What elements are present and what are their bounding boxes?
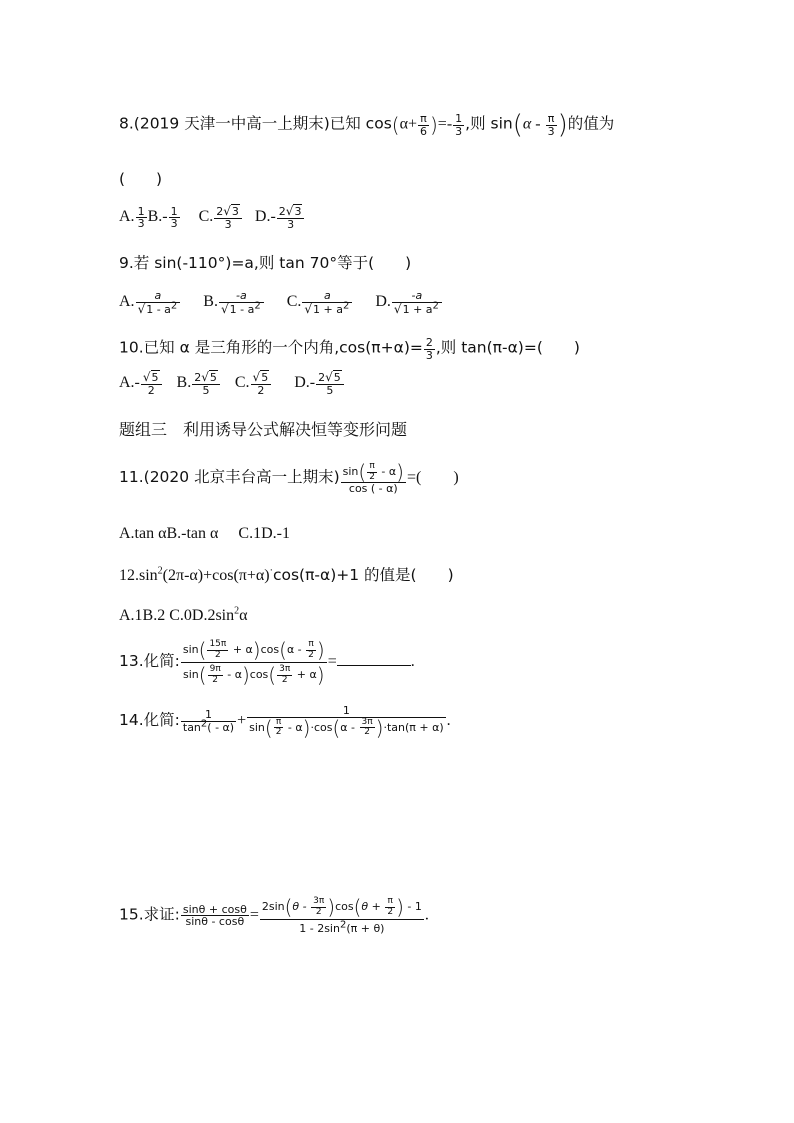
section-heading: 题组三 利用诱导公式解决恒等变形问题 (119, 420, 408, 439)
q8-options (119, 205, 305, 230)
question-13: 13.化简: sin( $\frac{15\pi}{2}$ + α)cos(α - $\frac{\pi}{2}$ ) sin( $\frac{9\pi}{2}$ - α)cos( $\frac{3\pi}{2}$ + α) = . (119, 638, 415, 687)
question-14: 14.化简: $\frac{1}{\tan^2( - \alpha)}$ + 1 sin( $\frac{\pi}{2}$ - α)·cos(α - $\frac{3\pi}{2}$ )·tan(π + α) . (119, 704, 451, 740)
question-11: 11.(2020 北京丰台高一上期末) sin( $\frac{\pi}{2}$ - α) cos ( - α) =( ) (119, 460, 459, 495)
q8-label: 8.(2019 天津一中高一上期末)已知 cos (119, 114, 392, 133)
q8-option-a[interactable]: A. $\frac{1}{3}$ (119, 204, 145, 231)
q12-options[interactable]: A.1B.2 $C.0D.2\sin^2\alpha$ (119, 605, 248, 624)
q13-fraction: sin( $\frac{15\pi}{2}$ + α)cos(α - $\frac{\pi}{2}$ ) sin( $\frac{9\pi}{2}$ - α)cos( $\frac{3\pi}{2}$ + α) (182, 638, 325, 687)
q10-option-d[interactable]: D.- $\frac{2√5}{5}$ (294, 374, 345, 391)
q10-option-b[interactable]: B. $\frac{2√5}{5}$ (177, 374, 221, 391)
question-8: 8.(2019 天津一中高一上期末)已知 cos(α+ $\frac{\pi}{6}$ )=- $\frac{1}{3}$ ,则 sin(α - $\frac{\pi}{3}$ )的值为 (119, 110, 615, 140)
q8-answer-paren: ( ) (119, 170, 163, 188)
q10-options (119, 371, 345, 396)
q15-rhs-fraction: 2sin(θ - $\frac{3\pi}{2}$ )cos(θ + $\frac{\pi}{2}$ ) - 1 $1 - 2\sin^2(\pi + \theta)$ (261, 895, 422, 935)
q10-option-c[interactable]: C. $\frac{√5}{2}$ (235, 374, 272, 391)
q8-frac-1-3: $\frac{1}{3}$ (455, 111, 463, 138)
question-10: 10.已知 α 是三角形的一个内角,cos(π+α)= $\frac{2}{3}$ ,则 tan(π-α)=( ) (119, 336, 580, 362)
q11-options[interactable]: A.tan αB.-tan α C.1D.-1 (119, 525, 290, 542)
q8-option-b[interactable]: B.- $\frac{1}{3}$ (147, 204, 178, 231)
q10-option-a[interactable]: A.- $\frac{√5}{2}$ (119, 374, 163, 391)
q11-fraction: sin( $\frac{\pi}{2}$ - α) cos ( - α) (342, 460, 404, 495)
q13-answer-blank[interactable] (337, 653, 411, 666)
q9-option-b[interactable]: B. $\frac{-a}{√1 - a^2}$ (203, 293, 264, 310)
q14-frac-1: $\frac{1}{\tan^2( - \alpha)}$ (182, 708, 235, 734)
q8-frac-pi3: $\frac{\pi}{3}$ (547, 111, 555, 138)
question-15: 15.求证: $\frac{\sin\theta + \cos\theta}{\sin\theta - \cos\theta}$ = 2sin(θ - $\frac{3\pi}{2}$ )cos(θ + $\frac{\pi}{2}$ ) - 1 $1 - 2\sin^2(\pi + \theta)$ . (119, 895, 429, 935)
q9-options (119, 290, 443, 315)
q14-frac-2: 1 sin( $\frac{\pi}{2}$ - α)·cos(α - $\frac{3\pi}{2}$ )·tan(π + α) (249, 704, 444, 740)
q9-option-a[interactable]: A. $\frac{a}{√1 - a^2}$ (119, 293, 181, 310)
question-9: 9.若 sin(-110°)=a,则 tan 70°等于( ) (119, 254, 412, 272)
q8-option-c[interactable]: C. $\frac{2√3}{3}$ (199, 208, 243, 225)
question-12: $12.\sin^2(2\pi-\alpha)+\cos(\pi+\alpha)^\cdot\cos(\pi-\alpha)+1$ 的值是( ) (119, 565, 454, 584)
q9-option-c[interactable]: C. $\frac{a}{√1 + a^2}$ (287, 293, 354, 310)
q9-option-d[interactable]: D. $\frac{-a}{√1 + a^2}$ (375, 293, 443, 310)
q8-option-d[interactable]: D.- $\frac{2√3}{3}$ (255, 208, 306, 225)
q15-lhs-fraction: $\frac{\sin\theta + \cos\theta}{\sin\theta - \cos\theta}$ (182, 902, 247, 929)
q8-frac-pi6: $\frac{\pi}{6}$ (419, 111, 427, 138)
